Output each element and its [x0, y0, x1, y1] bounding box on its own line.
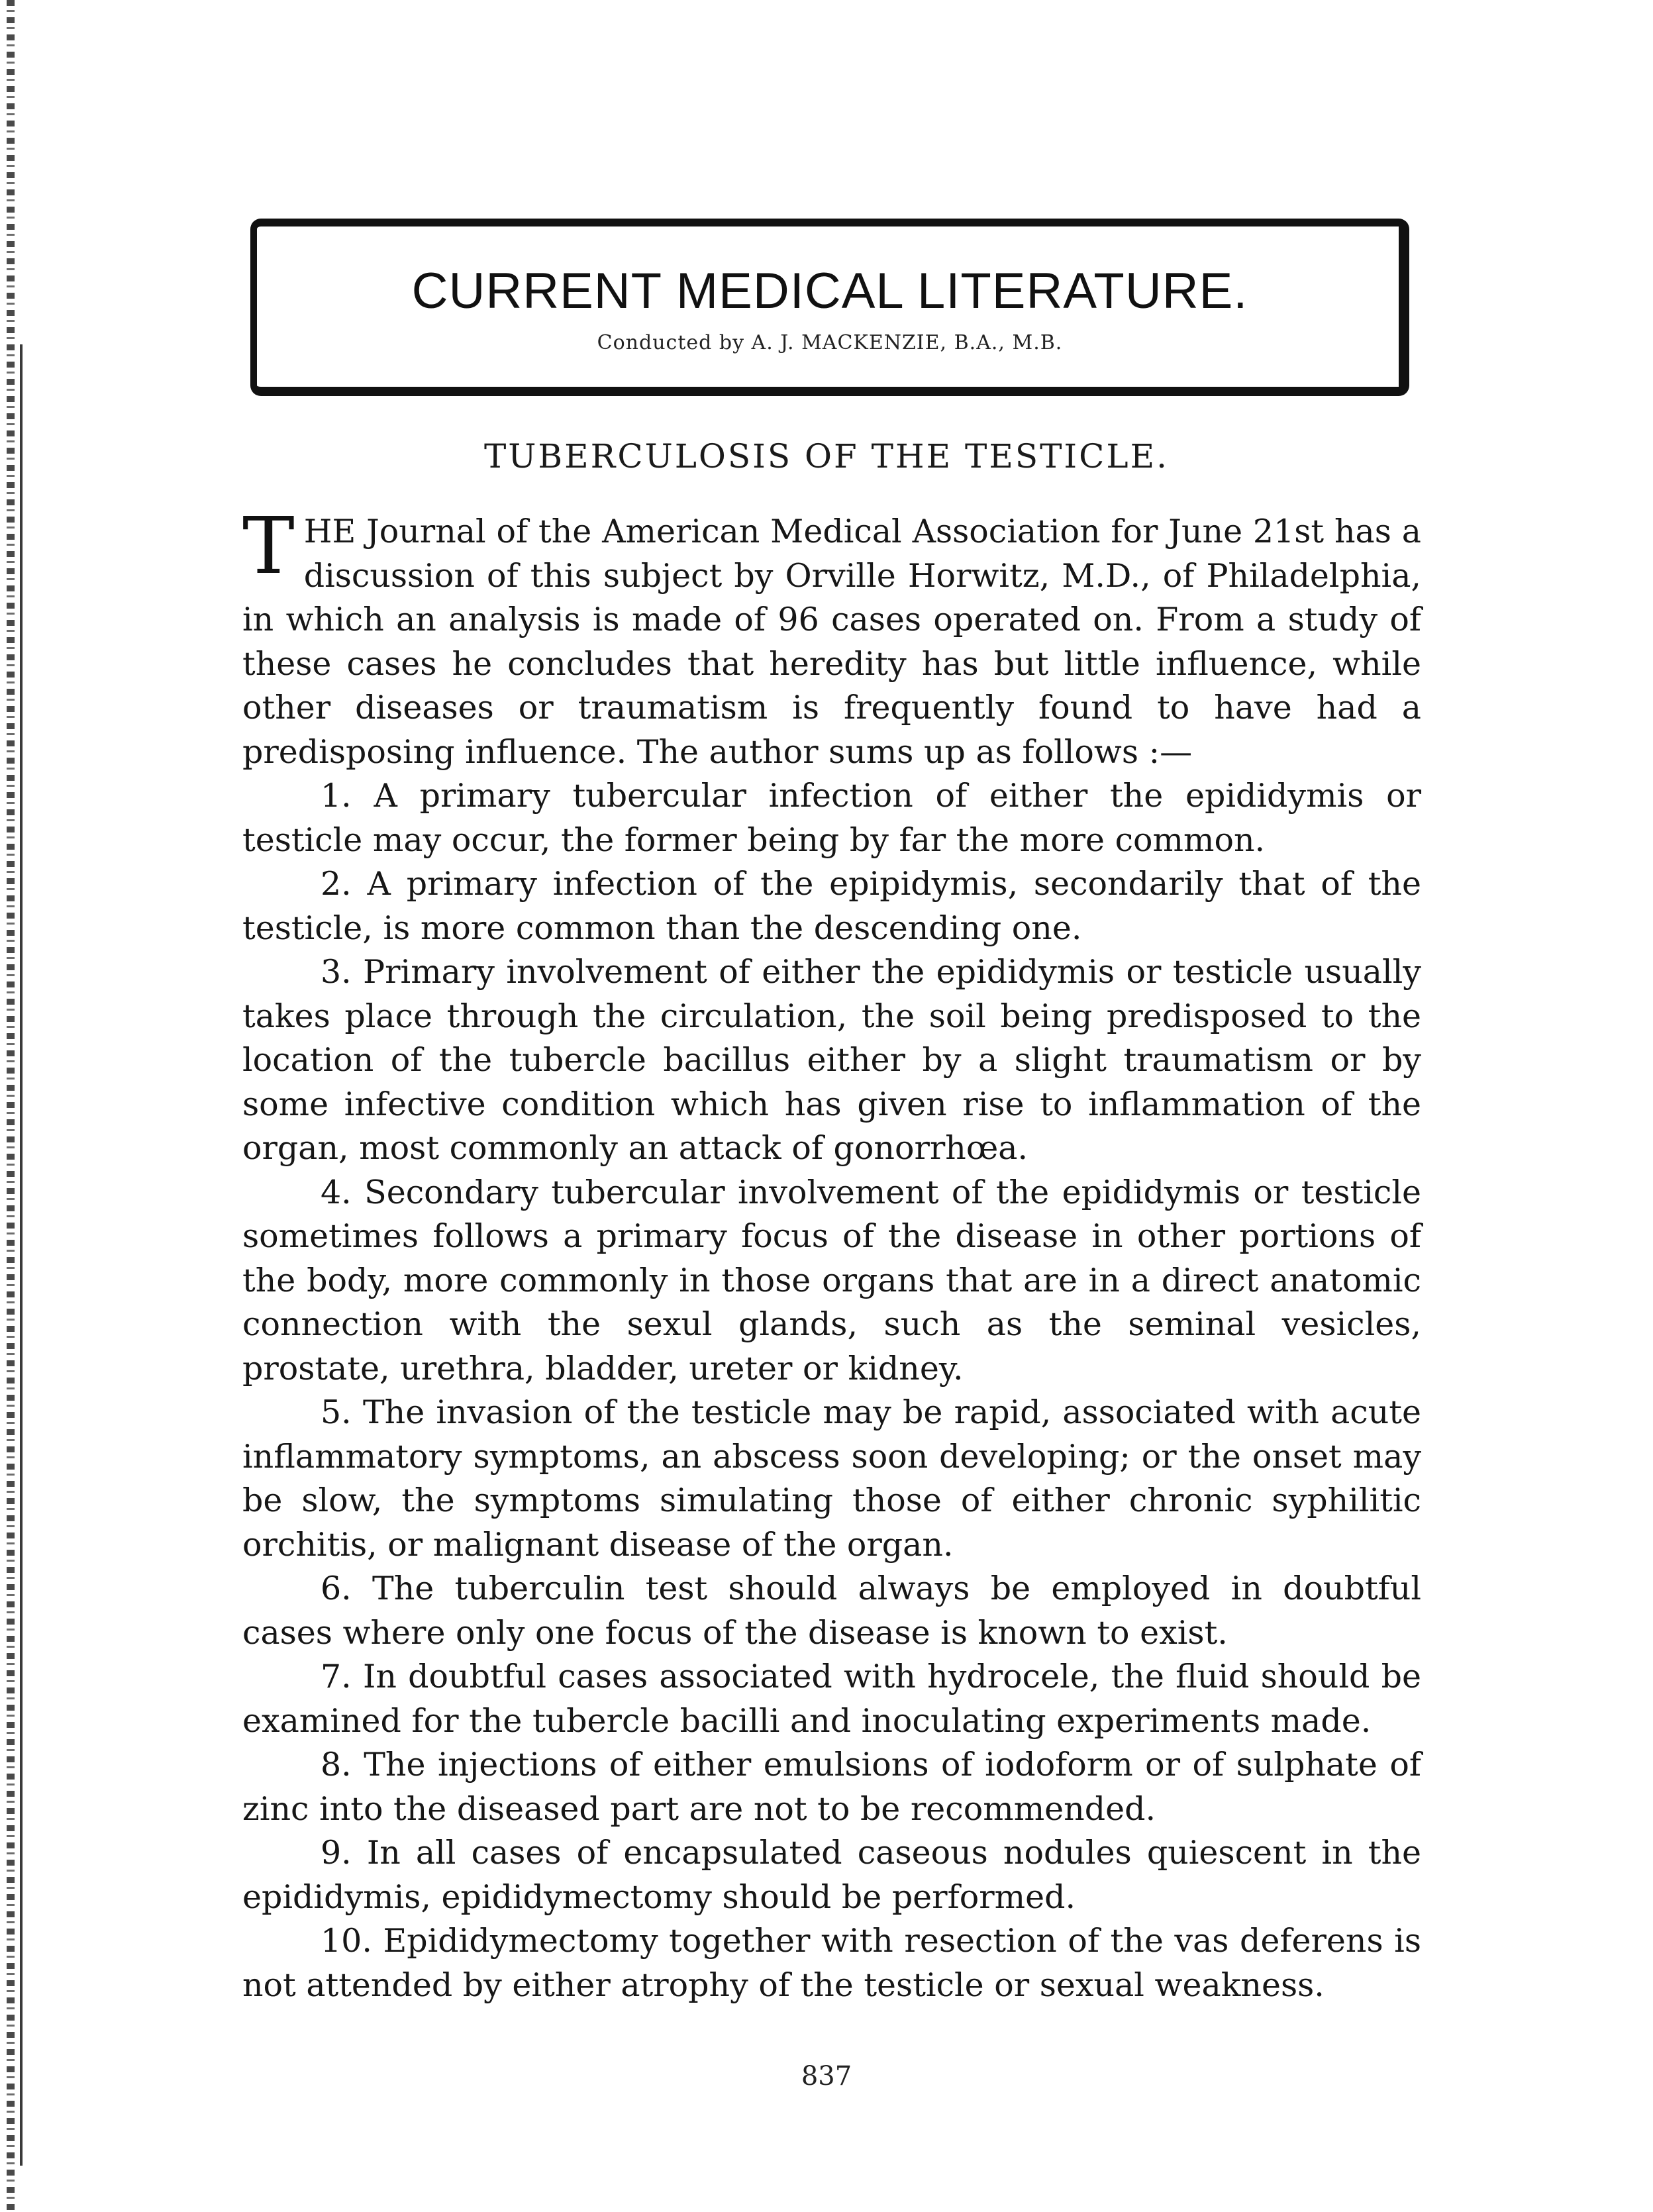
article-body	[242, 500, 1421, 2007]
journal-section-title: CURRENT MEDICAL LITERATURE.	[411, 263, 1248, 319]
list-item: 4. Secondary tubercular involvement of the epididymis or testicle sometimes follows a primary focus of the disease in other portions of the body, more commonly in those organs that are in a direct anatomic connection with the sexul glands, such as the seminal vesicles, prostate, urethra, bladder, ureter or kidney.	[242, 1173, 1421, 1387]
scan-edge-artifact	[7, 0, 15, 2212]
intro-text: HE Journal of the American Medical Association for June 21st has a discussion of this subject by Orville Horwitz, M.D., of Philadelphia, in which an analysis is made of 96 cases operated on. From a study of these cases he concludes that heredity has but little influence, while other diseases or traumatism is frequently found to have had a predisposing influence. The author sums up as follows :—	[242, 513, 1421, 771]
intro-paragraph	[242, 500, 1421, 774]
list-item: 5. The invasion of the testicle may be rapid, associated with acute inflammatory symptoms, an abscess soon developing; or the onset may be slow, the symptoms simulating those of either chronic syphilitic orchitis, or malignant disease of the organ.	[242, 1393, 1421, 1564]
editor-credit: Conducted by A. J. MACKENZIE, B.A., M.B.	[597, 331, 1063, 354]
list-item: 6. The tuberculin test should always be employed in doubtful cases where only one focus of the disease is known to exist.	[242, 1570, 1421, 1652]
list-item: 2. A primary infection of the epipidymis, secondarily that of the testicle, is more common than the descending one.	[242, 865, 1421, 947]
article-title: TUBERCULOSIS OF THE TESTICLE.	[483, 437, 1170, 476]
page-number: 837	[801, 2061, 852, 2091]
scan-edge-line	[20, 344, 23, 2166]
list-item: 10. Epididymectomy together with resection of the vas deferens is not attended by either atrophy of the testicle or sexual weakness.	[242, 1922, 1421, 2004]
list-item: 1. A primary tubercular infection of either the epididymis or testicle may occur, the former being by far the more common.	[242, 777, 1421, 859]
list-item: 3. Primary involvement of either the epididymis or testicle usually takes place through the circulation, the soil being predisposed to the location of the tubercle bacillus either by a slight traumatism or by some infective condition which has given rise to inflammation of the organ, most commonly an attack of gonorrhœa.	[242, 953, 1421, 1167]
list-item: 8. The injections of either emulsions of iodoform or of sulphate of zinc into the diseased part are not to be recommended.	[242, 1746, 1421, 1828]
drop-cap: T	[242, 500, 295, 591]
list-item: 7. In doubtful cases associated with hydrocele, the fluid should be examined for the tubercle bacilli and inoculating experiments made.	[242, 1658, 1421, 1740]
list-item: 9. In all cases of encapsulated caseous nodules quiescent in the epididymis, epididymectomy should be performed.	[242, 1834, 1421, 1916]
